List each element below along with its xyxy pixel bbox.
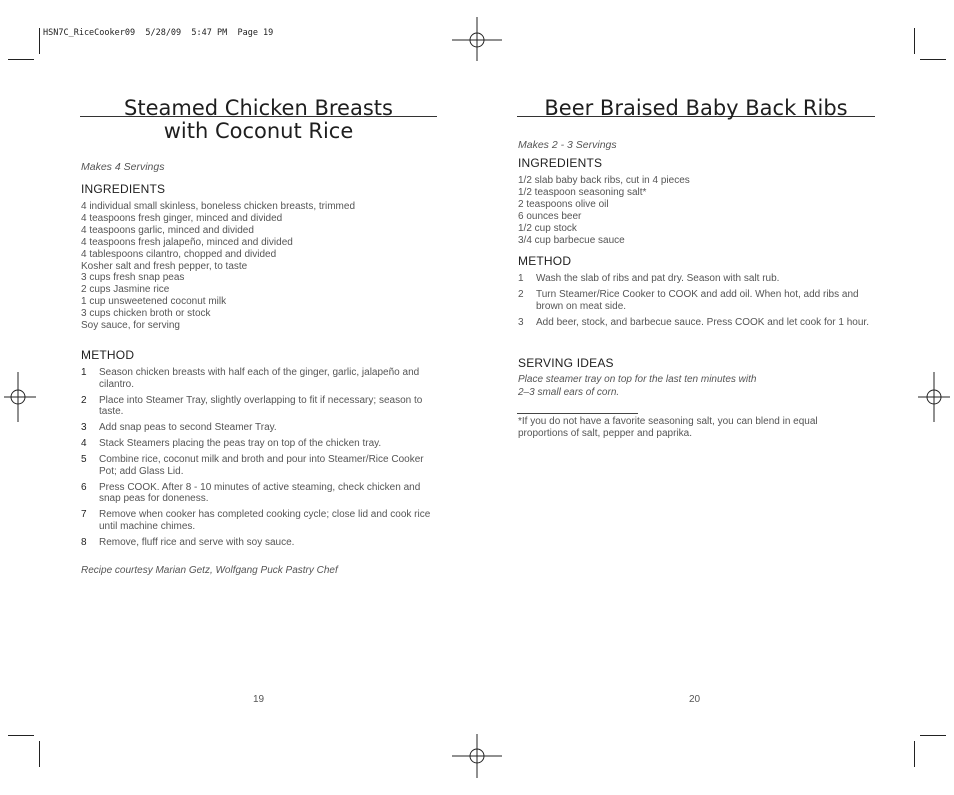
footnote: *If you do not have a favorite seasoning salt, you can blend in equal proportions of salt, pepper and paprika. bbox=[518, 416, 818, 439]
list-item: Soy sauce, for serving bbox=[81, 320, 180, 332]
method-steps bbox=[518, 273, 872, 333]
list-item: 1/2 cup stock bbox=[518, 222, 577, 234]
step-text: Turn Steamer/Rice Cooker to COOK and add oil. When hot, add ribs and brown on meat side. bbox=[536, 289, 859, 312]
page-number: 19 bbox=[253, 694, 265, 705]
crop-mark bbox=[39, 28, 40, 54]
method-step bbox=[81, 454, 431, 477]
list-item: 1 cup unsweetened coconut milk bbox=[81, 296, 227, 308]
list-item: 6 ounces beer bbox=[518, 210, 582, 222]
list-item: 1/2 slab baby back ribs, cut in 4 pieces bbox=[518, 175, 690, 186]
page-number: 20 bbox=[689, 694, 701, 705]
servings: Makes 4 Servings bbox=[81, 161, 165, 173]
method-step bbox=[81, 438, 431, 450]
step-text: Add beer, stock, and barbecue sauce. Press COOK and let cook for 1 hour. bbox=[536, 316, 869, 328]
list-item: 4 tablespoons cilantro, chopped and divided bbox=[81, 248, 277, 260]
method-step bbox=[81, 367, 431, 390]
serving-ideas-heading: SERVING IDEAS bbox=[518, 356, 614, 370]
crop-mark bbox=[914, 28, 915, 54]
list-item: 4 teaspoons garlic, minced and divided bbox=[81, 224, 254, 236]
page-title bbox=[80, 97, 437, 143]
step-text: Place into Steamer Tray, slightly overlapping to fit if necessary; season to taste. bbox=[99, 394, 423, 417]
step-text: Press COOK. After 8 - 10 minutes of active steaming, check chicken and snap peas for doneness. bbox=[99, 481, 421, 504]
step-number: 1 bbox=[81, 367, 87, 378]
crop-mark bbox=[914, 741, 915, 767]
method-step bbox=[518, 273, 872, 285]
method-step bbox=[81, 509, 431, 532]
crop-mark bbox=[8, 59, 34, 60]
step-number: 1 bbox=[518, 273, 524, 284]
registration-mark-icon bbox=[918, 372, 950, 422]
list-item: 4 individual small skinless, boneless chicken breasts, trimmed bbox=[81, 201, 356, 212]
step-text: Season chicken breasts with half each of the ginger, garlic, jalapeño and cilantro. bbox=[99, 367, 420, 390]
registration-mark-icon bbox=[4, 372, 36, 422]
step-text: Remove, fluff rice and serve with soy sauce. bbox=[99, 536, 295, 548]
footnote-rule bbox=[517, 413, 638, 414]
list-item: 2 teaspoons olive oil bbox=[518, 198, 609, 210]
registration-mark-icon bbox=[452, 734, 502, 778]
ingredients-list bbox=[81, 201, 441, 332]
list-item: Kosher salt and fresh pepper, to taste bbox=[81, 260, 248, 272]
step-number: 8 bbox=[81, 536, 87, 548]
step-text: Stack Steamers placing the peas tray on top of the chicken tray. bbox=[99, 438, 382, 449]
ingredients-list bbox=[518, 175, 878, 246]
method-step bbox=[81, 395, 431, 418]
method-heading: METHOD bbox=[518, 254, 572, 268]
title-line: Steamed Chicken Breasts bbox=[124, 96, 393, 120]
list-item: 2 cups Jasmine rice bbox=[81, 284, 170, 296]
step-number: 4 bbox=[81, 438, 87, 449]
list-item: 3/4 cup barbecue sauce bbox=[518, 234, 625, 246]
step-text: Wash the slab of ribs and pat dry. Season with salt rub. bbox=[536, 273, 780, 284]
serving-ideas-line: 2–3 small ears of corn. bbox=[518, 386, 620, 398]
crop-mark bbox=[920, 59, 946, 60]
serving-ideas-text bbox=[518, 374, 838, 399]
title-line: with Coconut Rice bbox=[163, 119, 354, 143]
method-steps bbox=[81, 367, 431, 553]
crop-mark bbox=[8, 735, 34, 736]
list-item: 3 cups fresh snap peas bbox=[81, 272, 185, 284]
step-number: 2 bbox=[518, 289, 524, 300]
recipe-credit: Recipe courtesy Marian Getz, Wolfgang Puck Pastry Chef bbox=[81, 565, 338, 576]
method-step bbox=[518, 317, 872, 329]
list-item: 3 cups chicken broth or stock bbox=[81, 308, 211, 320]
method-step bbox=[81, 482, 431, 505]
ingredients-heading: INGREDIENTS bbox=[81, 182, 166, 196]
step-number: 7 bbox=[81, 509, 87, 520]
step-number: 2 bbox=[81, 394, 87, 406]
serving-ideas-line: Place steamer tray on top for the last ten minutes with bbox=[518, 374, 757, 385]
step-text: Add snap peas to second Steamer Tray. bbox=[99, 422, 277, 433]
step-text: Remove when cooker has completed cooking cycle; close lid and cook rice until machine chimes. bbox=[99, 509, 431, 532]
registration-mark-icon bbox=[452, 17, 502, 61]
step-number: 3 bbox=[518, 316, 524, 328]
print-slug: HSN7C_RiceCooker09 5/28/09 5:47 PM Page 19 bbox=[43, 28, 274, 38]
list-item: 1/2 teaspoon seasoning salt* bbox=[518, 186, 647, 198]
page-title: Beer Braised Baby Back Ribs bbox=[544, 96, 848, 120]
servings: Makes 2 - 3 Servings bbox=[518, 139, 617, 151]
method-step bbox=[518, 289, 872, 312]
list-item: 4 teaspoons fresh jalapeño, minced and divided bbox=[81, 236, 293, 248]
method-heading: METHOD bbox=[81, 348, 135, 362]
ingredients-heading: INGREDIENTS bbox=[518, 156, 603, 170]
crop-mark bbox=[39, 741, 40, 767]
step-number: 6 bbox=[81, 481, 87, 493]
method-step bbox=[81, 537, 431, 549]
list-item: 4 teaspoons fresh ginger, minced and divided bbox=[81, 212, 283, 224]
step-number: 5 bbox=[81, 454, 87, 465]
step-text: Combine rice, coconut milk and broth and pour into Steamer/Rice Cooker Pot; add Glass Lid. bbox=[99, 454, 424, 477]
step-number: 3 bbox=[81, 422, 87, 433]
method-step bbox=[81, 422, 431, 434]
crop-mark bbox=[920, 735, 946, 736]
